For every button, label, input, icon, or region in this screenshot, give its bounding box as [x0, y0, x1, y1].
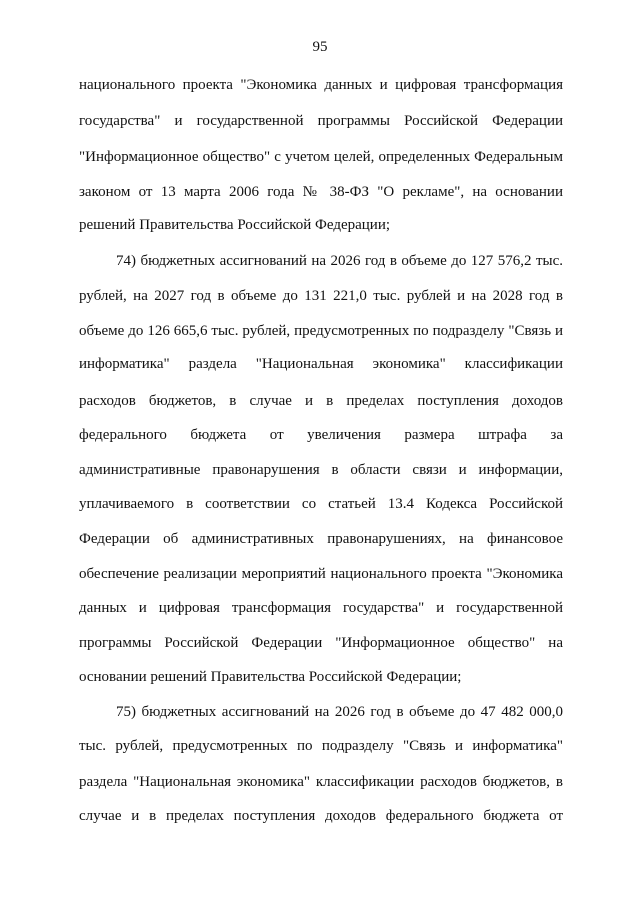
- text-line: основании решений Правительства Российской Федерации;: [79, 669, 462, 685]
- text-line: национального проекта "Экономика данных и цифровая трансформация: [79, 77, 563, 93]
- text-line: законом от 13 марта 2006 года № 38-ФЗ "О рекламе", на основании: [79, 184, 563, 200]
- paragraph-start-line: 74) бюджетных ассигнований на 2026 год в объеме до 127 576,2 тыс.: [116, 253, 563, 269]
- text-line: федерального бюджета от увеличения размера штрафа за: [79, 427, 563, 443]
- text-line: "Информационное общество" с учетом целей, определенных Федеральным: [79, 149, 563, 165]
- text-line: данных и цифровая трансформация государства" и государственной: [79, 600, 563, 616]
- text-line: государства" и государственной программы Российской Федерации: [79, 113, 563, 129]
- text-line: программы Российской Федерации "Информационное общество" на: [79, 635, 563, 651]
- text-line: объеме до 126 665,6 тыс. рублей, предусмотренных по подразделу "Связь и: [79, 323, 563, 339]
- text-line: информатика" раздела "Национальная экономика" классификации: [79, 356, 563, 372]
- text-line: тыс. рублей, предусмотренных по подразделу "Связь и информатика": [79, 738, 563, 754]
- text-line: уплачиваемого в соответствии со статьей 13.4 Кодекса Российской: [79, 496, 563, 512]
- page-number: 95: [312, 39, 328, 55]
- text-line: случае и в пределах поступления доходов федерального бюджета от: [79, 808, 563, 824]
- text-line: расходов бюджетов, в случае и в пределах поступления доходов: [79, 393, 563, 409]
- text-line: административные правонарушения в области связи и информации,: [79, 462, 563, 478]
- text-line: решений Правительства Российской Федерации;: [79, 217, 391, 233]
- text-line: рублей, на 2027 год в объеме до 131 221,0 тыс. рублей и на 2028 год в: [79, 288, 563, 304]
- text-line: раздела "Национальная экономика" классификации расходов бюджетов, в: [79, 774, 563, 790]
- paragraph-start-line: 75) бюджетных ассигнований на 2026 год в объеме до 47 482 000,0: [116, 704, 563, 720]
- text-line: обеспечение реализации мероприятий национального проекта "Экономика: [79, 566, 563, 582]
- text-line: Федерации об административных правонарушениях, на финансовое: [79, 531, 563, 547]
